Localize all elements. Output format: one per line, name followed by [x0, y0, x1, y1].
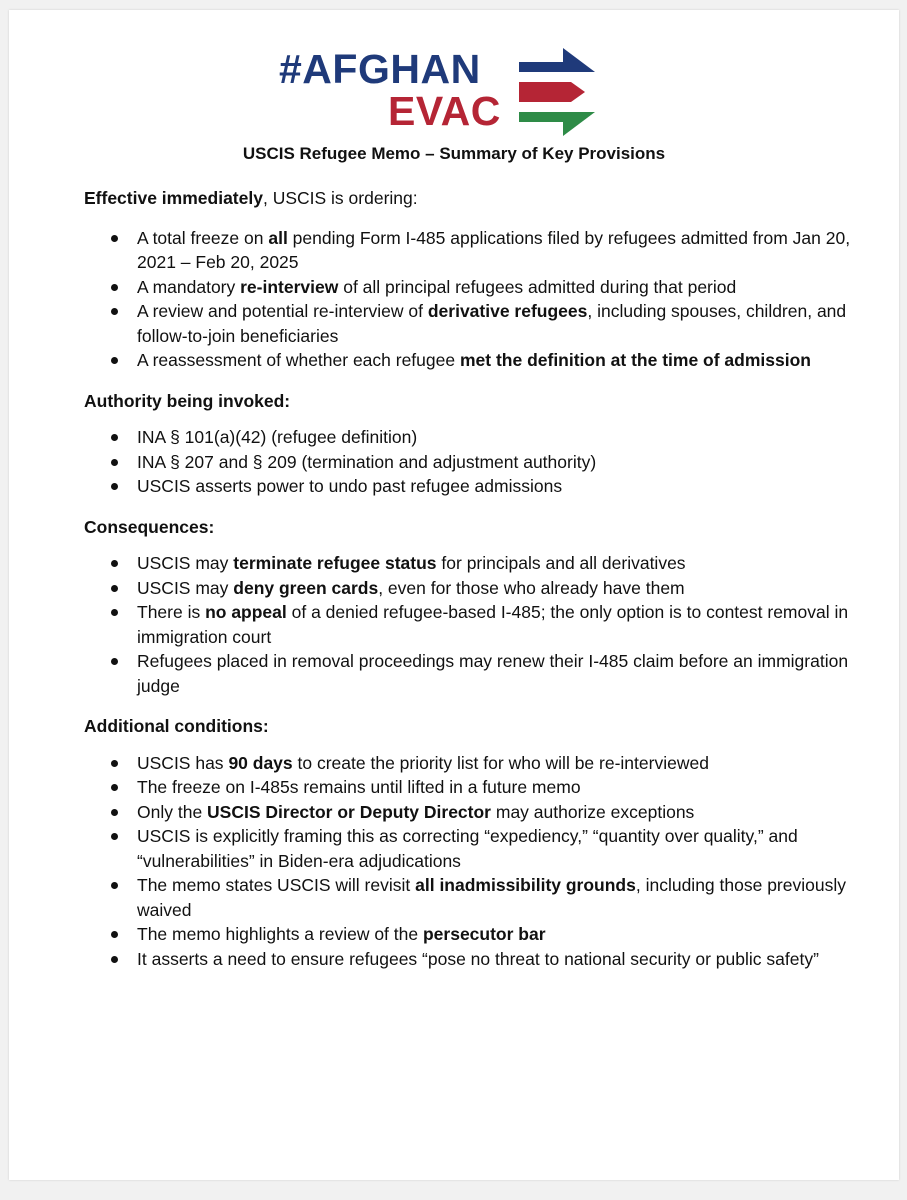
list-item — [84, 947, 854, 972]
item-bold: terminate refugee status — [233, 553, 437, 573]
authority-heading: Authority being invoked: — [84, 390, 291, 411]
item-text: A reassessment of whether each refugee — [137, 350, 460, 370]
item-bold: derivative refugees — [427, 301, 588, 321]
orders-list — [84, 226, 854, 373]
item-bold: deny green cards — [233, 577, 379, 598]
item-text: The freeze on I-485s remains until lifted in a future memo — [137, 777, 581, 797]
consequences-heading: Consequences: — [84, 516, 215, 537]
item-bold: persecutor bar — [422, 924, 546, 944]
list-item — [84, 275, 854, 300]
item-text: Only the — [137, 801, 208, 822]
item-bold: 90 days — [228, 752, 293, 773]
item-text: for principals and all derivatives — [436, 553, 686, 573]
item-text: of all principal refugees admitted during that period — [338, 276, 737, 297]
additional-list — [84, 751, 854, 972]
item-text: to create the priority list for who will be re-interviewed — [292, 752, 709, 773]
list-item — [84, 576, 854, 601]
logo-text-line2: EVAC — [388, 88, 501, 134]
item-bold: re-interview — [240, 276, 339, 297]
item-text: USCIS may — [137, 577, 234, 598]
item-text: of a denied refugee-based I-485; the only option is to contest removal in immigration court — [137, 602, 849, 647]
afghan-evac-logo — [279, 40, 599, 140]
item-text: A total freeze on — [137, 227, 269, 248]
item-text: may authorize exceptions — [491, 801, 695, 822]
item-bold: all — [268, 227, 288, 248]
item-text: The memo highlights a review of the — [137, 924, 423, 944]
item-text: pending Form I-485 applications filed by refugees admitted from Jan 20, 2021 – Feb 20, 2025 — [137, 227, 851, 272]
item-bold: USCIS Director or Deputy Director — [207, 801, 491, 822]
logo-text-line1: #AFGHAN — [279, 46, 481, 92]
list-item — [84, 299, 854, 348]
list-item — [84, 649, 854, 698]
intro-paragraph — [84, 186, 854, 211]
item-text: , including spouses, children, and follow-to-join beneficiaries — [137, 301, 847, 346]
list-item — [84, 600, 854, 649]
item-text: The memo states USCIS will revisit — [137, 875, 416, 895]
intro-rest: , USCIS is ordering: — [262, 188, 418, 208]
intro-bold: Effective immediately — [84, 188, 263, 208]
arrow-icon — [519, 48, 595, 136]
document-body — [84, 186, 854, 971]
item-text: USCIS has — [137, 752, 229, 773]
item-bold: met the definition at the time of admission — [459, 350, 811, 370]
list-item — [84, 824, 854, 873]
item-bold: no appeal — [205, 602, 287, 622]
list-item — [84, 873, 854, 922]
consequences-list — [84, 551, 854, 698]
list-item — [84, 922, 854, 947]
item-text: There is — [137, 602, 206, 622]
list-item: INA § 207 and § 209 (termination and adjustment authority) — [84, 450, 854, 475]
item-bold: all inadmissibility grounds — [415, 875, 636, 895]
list-item: INA § 101(a)(42) (refugee definition) — [84, 425, 854, 450]
item-text: Refugees placed in removal proceedings may renew their I-485 claim before an immigration judge — [137, 651, 849, 696]
item-text: It asserts a need to ensure refugees “pose no threat to national security or public safety” — [137, 948, 819, 969]
item-text: , even for those who already have them — [378, 577, 685, 598]
item-text: USCIS may — [137, 553, 234, 573]
document-title: USCIS Refugee Memo – Summary of Key Provisions — [242, 144, 666, 163]
list-item: USCIS asserts power to undo past refugee admissions — [84, 474, 854, 499]
list-item — [84, 551, 854, 576]
item-text: USCIS is explicitly framing this as correcting “expediency,” “quantity over quality,” and “vulnerabilities” in Biden-era adjudications — [137, 826, 798, 871]
item-text: A mandatory — [137, 276, 241, 297]
authority-list — [84, 425, 854, 499]
list-item — [84, 751, 854, 776]
item-text: A review and potential re-interview of — [137, 301, 428, 321]
document-page — [9, 10, 899, 1180]
list-item — [84, 800, 854, 825]
item-text: , including those previously waived — [137, 875, 846, 920]
additional-heading: Additional conditions: — [84, 716, 269, 736]
list-item — [84, 348, 854, 373]
list-item — [84, 775, 854, 800]
list-item — [84, 226, 854, 275]
